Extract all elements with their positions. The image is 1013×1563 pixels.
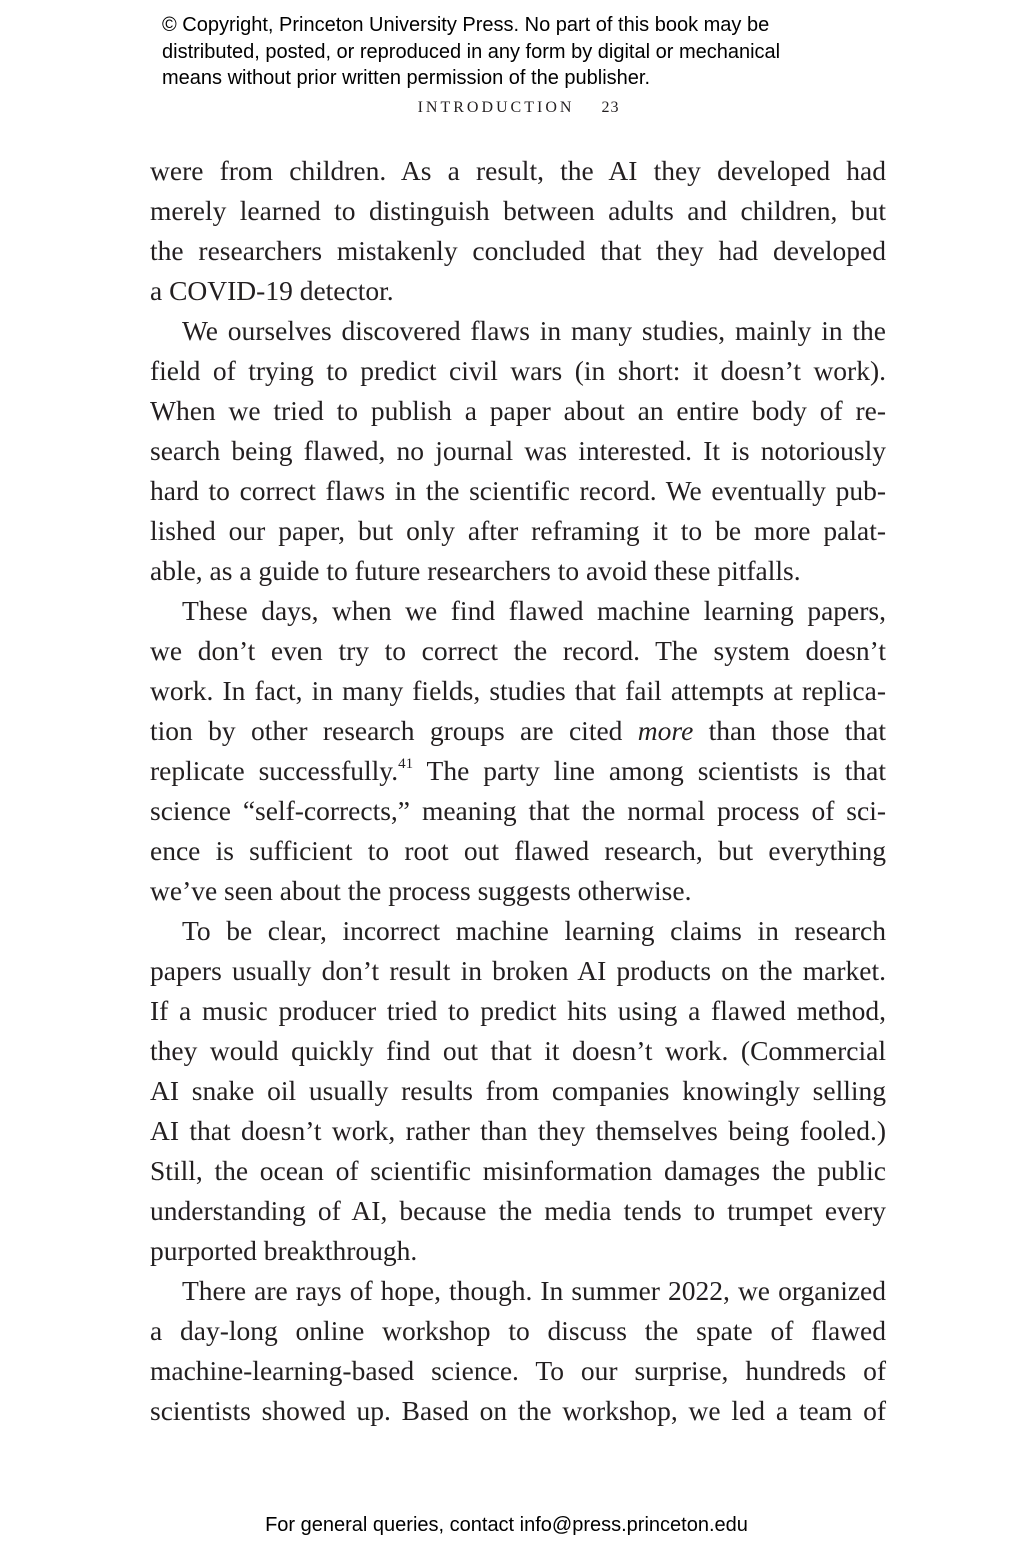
line-text: than those that — [693, 715, 886, 746]
text-line: lished our paper, but only after reframing it to be more palat- — [150, 515, 886, 546]
text-line: a day-long online workshop to discuss the spate of flawed — [150, 1315, 886, 1346]
text-line: When we tried to publish a paper about an entire body of re- — [150, 395, 886, 426]
text-line: merely learned to distinguish between adults and children, but — [150, 195, 886, 226]
text-line: purported breakthrough. — [150, 1235, 418, 1266]
text-line: machine-learning-based science. To our surprise, hundreds of — [150, 1355, 886, 1386]
text-line: We ourselves discovered flaws in many studies, mainly in the — [182, 315, 886, 346]
text-line: AI that doesn’t work, rather than they themselves being fooled.) — [150, 1115, 886, 1146]
text-line — [150, 711, 886, 751]
running-head-title: INTRODUCTION — [417, 99, 575, 116]
text-line: To be clear, incorrect machine learning claims in research — [182, 915, 886, 946]
text-line: If a music producer tried to predict hits using a flawed method, — [150, 995, 886, 1026]
text-line: we don’t even try to correct the record. The system doesn’t — [150, 635, 886, 666]
copyright-line: means without prior written permission of the publisher. — [162, 67, 651, 89]
text-line — [150, 751, 886, 791]
text-line: they would quickly find out that it doesn’t work. (Commercial — [150, 1035, 886, 1066]
text-line: search being flawed, no journal was interested. It is notoriously — [150, 435, 886, 466]
emphasized-word: more — [637, 715, 694, 746]
text-line: ence is sufficient to root out flawed research, but everything — [150, 835, 886, 866]
text-line: papers usually don’t result in broken AI products on the market. — [150, 955, 886, 986]
text-line: the researchers mistakenly concluded that they had developed — [150, 235, 886, 266]
text-line: There are rays of hope, though. In summer 2022, we organized — [182, 1275, 886, 1306]
body-text — [150, 151, 886, 1431]
copyright-line: distributed, posted, or reproduced in any form by digital or mechanical — [162, 40, 781, 63]
text-line: science “self-corrects,” meaning that the normal process of sci- — [150, 795, 886, 826]
footer-contact: For general queries, contact info@press.princeton.edu — [265, 1514, 748, 1536]
text-line: Still, the ocean of scientific misinformation damages the public — [150, 1155, 886, 1186]
text-line: a COVID-19 detector. — [150, 275, 394, 306]
text-line: able, as a guide to future researchers to avoid these pitfalls. — [150, 555, 801, 586]
text-line: were from children. As a result, the AI they developed had — [150, 155, 886, 186]
line-text: The party line among scientists is that — [413, 755, 886, 786]
line-text: replicate successfully. — [150, 755, 399, 786]
text-line: hard to correct flaws in the scientific record. We eventually pub- — [150, 475, 886, 506]
text-line: understanding of AI, because the media tends to trumpet every — [150, 1195, 886, 1226]
line-text: tion by other research groups are cited — [150, 715, 638, 746]
text-line: scientists showed up. Based on the workshop, we led a team of — [150, 1395, 886, 1426]
text-line: field of trying to predict civil wars (in short: it doesn’t work). — [150, 355, 886, 386]
page-number: 23 — [601, 99, 620, 116]
copyright-line: © Copyright, Princeton University Press. No part of this book may be — [162, 14, 770, 36]
running-head — [0, 99, 1013, 117]
copyright-notice — [162, 12, 922, 92]
text-line: work. In fact, in many fields, studies that fail attempts at replica- — [150, 675, 886, 706]
text-line: we’ve seen about the process suggests otherwise. — [150, 875, 692, 906]
footnote-reference[interactable]: 41 — [398, 756, 414, 772]
text-line: AI snake oil usually results from companies knowingly selling — [150, 1075, 886, 1106]
text-line: These days, when we find flawed machine learning papers, — [182, 595, 886, 626]
